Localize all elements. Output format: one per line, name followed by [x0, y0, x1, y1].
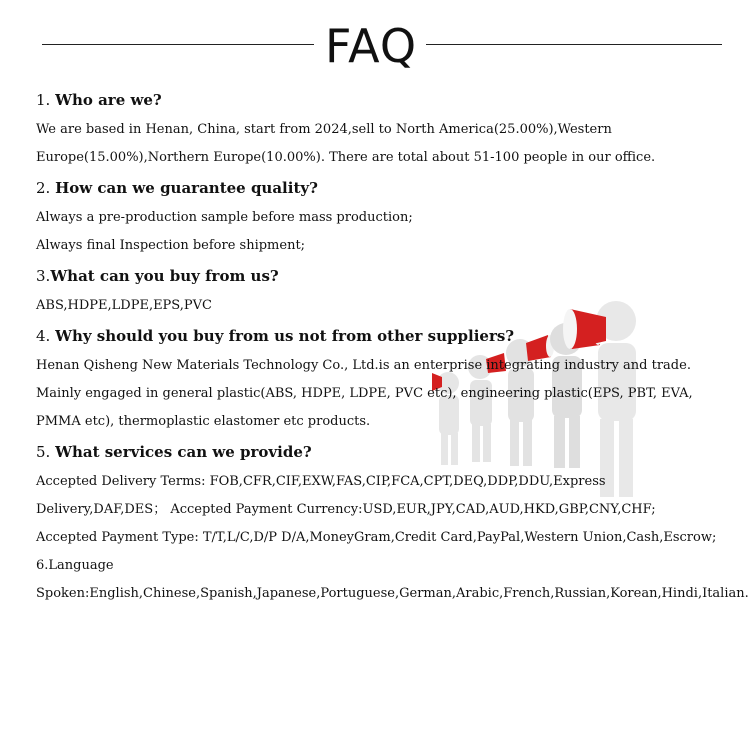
header-rule-right: [426, 44, 722, 45]
answer-3: ABS,HDPE,LDPE,EPS,PVC: [36, 298, 212, 313]
question-2: 2. How can we guarantee quality?: [36, 179, 318, 197]
answer-2b: Always final Inspection before shipment;: [36, 238, 306, 253]
answer-5a: Accepted Delivery Terms: FOB,CFR,CIF,EXW,FAS,CIP,FCA,CPT,DEQ,DDP,DDU,Express Delivery,DAF,DES； Accepted Payment Currency:USD,EUR,JPY,CAD,AUD,HKD,GBP,CNY,CHF;: [36, 474, 656, 517]
answer-4: Henan Qisheng New Materials Technology Co., Ltd.is an enterprise integrating industry and trade. Mainly engaged in general plastic(ABS, HDPE, LDPE, PVC etc), engineering plastic(EPS, PBT, EVA, PMMA etc), thermoplastic elastomer etc products.: [36, 358, 693, 429]
answer-6: 6.Language Spoken:English,Chinese,Spanish,Japanese,Portuguese,German,Arabic,French,Russian,Korean,Hindi,Italian.: [36, 558, 749, 601]
answer-5b: Accepted Payment Type: T/T,L/C,D/P D/A,MoneyGram,Credit Card,PayPal,Western Union,Cash,Escrow;: [36, 530, 717, 545]
answer-1: We are based in Henan, China, start from 2024,sell to North America(25.00%),Western Europe(15.00%),Northern Europe(10.00%). There are total about 51-100 people in our office.: [36, 122, 656, 165]
question-3: 3.What can you buy from us?: [36, 267, 279, 285]
answer-2a: Always a pre-production sample before mass production;: [36, 210, 413, 225]
faq-content: [36, 84, 749, 608]
question-1: 1. Who are we?: [36, 91, 162, 109]
question-5: 5. What services can we provide?: [36, 443, 312, 461]
question-4: 4. Why should you buy from us not from other suppliers?: [36, 327, 515, 345]
header-rule-left: [42, 44, 314, 45]
page-title: FAQ: [324, 19, 418, 73]
faq-header: [0, 18, 750, 74]
